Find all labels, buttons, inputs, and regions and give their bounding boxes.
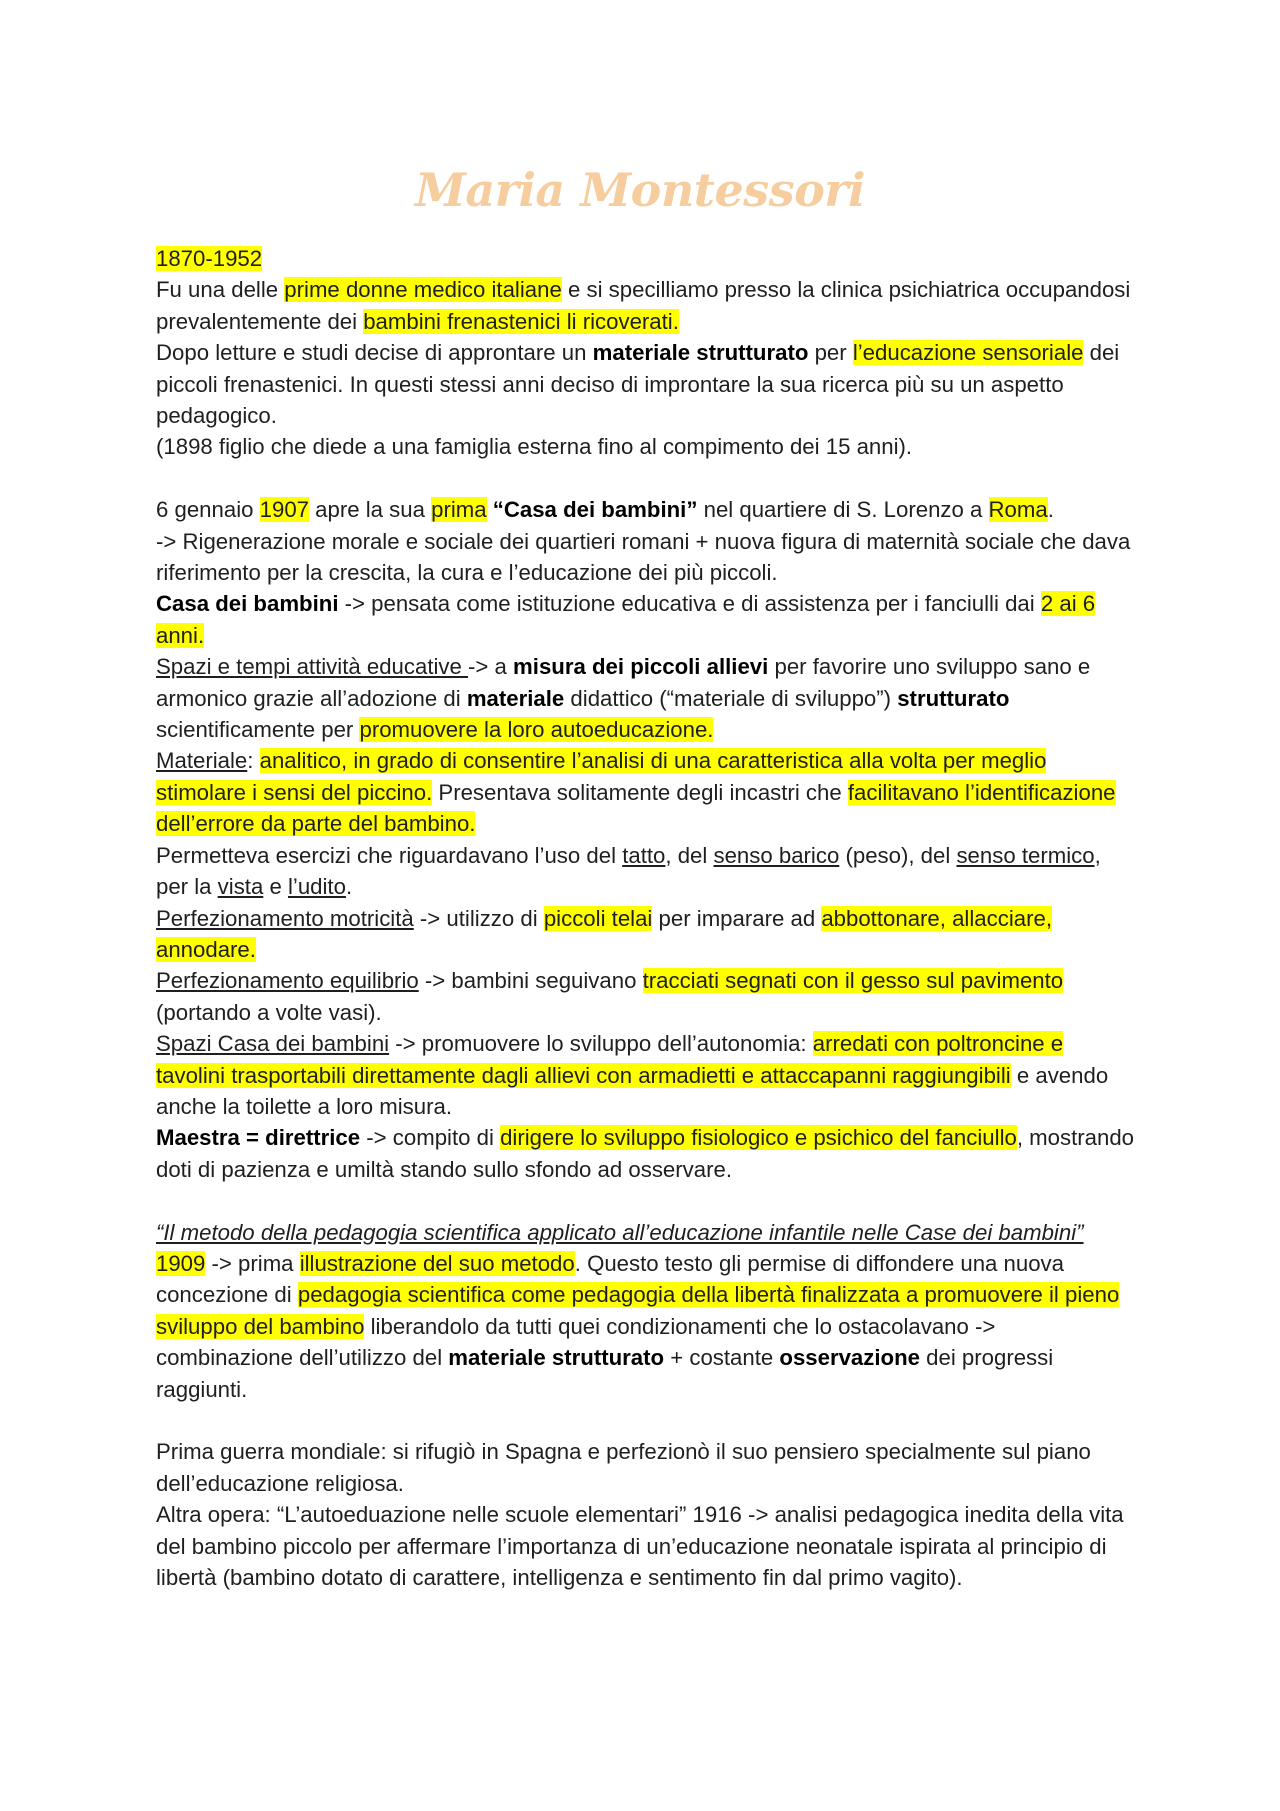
paragraph	[156, 274, 1136, 337]
highlighted-text: bambini frenastenici li ricoverati.	[363, 308, 679, 334]
text-run: nel quartiere di S. Lorenzo a	[697, 497, 989, 523]
highlighted-text: tracciati segnati con il gesso sul pavimento	[642, 968, 1064, 994]
bold-text: Maestra = direttrice	[156, 1125, 361, 1151]
bold-text: “Casa dei bambini”	[492, 497, 698, 523]
text-run: . Questo testo gli permise di diffondere una nuova concezione di	[156, 1250, 1064, 1308]
paragraph	[156, 1499, 1136, 1593]
highlighted-text: 1907	[259, 497, 309, 523]
text-run: , per la	[156, 842, 1101, 900]
text-run: per	[808, 340, 853, 366]
underlined-text: Perfezionamento motricità	[156, 905, 414, 931]
highlighted-text: l’educazione sensoriale	[852, 340, 1084, 366]
text-run: dei piccoli frenastenici. In questi stessi anni deciso di improntare la sua ricerca più su un aspetto pedagogico.	[156, 340, 1120, 429]
text-run: liberandolo da tutti quei condizionamenti che lo ostacolavano -> combinazione dell’utilizzo del	[156, 1313, 996, 1371]
document-body	[156, 243, 1136, 1593]
text-run: .	[345, 874, 353, 900]
paragraph	[156, 903, 1136, 966]
text-run: -> compito di	[360, 1125, 501, 1151]
paragraph	[156, 431, 1136, 462]
text-run: didattico (“materiale di sviluppo”)	[564, 685, 898, 711]
paragraph	[156, 1217, 1136, 1405]
text-run: , del	[665, 842, 714, 868]
underlined-text: l’udito	[287, 874, 346, 900]
text-run: Prima guerra mondiale: si rifugiò in Spagna e perfezionò il suo pensiero specialmente sul piano dell’educazione religiosa.	[156, 1439, 1091, 1496]
text-run: e	[263, 874, 288, 900]
bold-text: materiale strutturato	[448, 1345, 665, 1371]
text-run: Dopo letture e studi decise di approntare un	[156, 340, 593, 366]
text-run: 6 gennaio	[156, 497, 260, 523]
highlighted-text: promuovere la loro autoeducazione.	[359, 717, 714, 743]
text-run: per favorire uno sviluppo sano e armonico grazie all’adozione di	[156, 654, 1091, 711]
text-run: -> bambini seguivano	[418, 968, 643, 994]
text-run: per imparare ad	[652, 905, 822, 931]
text-run: + costante	[664, 1345, 780, 1371]
highlighted-text: analitico, in grado di consentire l’analisi di una caratteristica alla volta per meglio stimolare i sensi del piccino.	[156, 748, 1047, 805]
highlighted-text: arredati con poltroncine e tavolini trasportabili direttamente dagli allievi con armadietti e attaccapanni raggiungibili	[156, 1031, 1064, 1088]
text-run: Altra opera: “L’autoeduazione nelle scuole elementari” 1916 -> analisi pedagogica inedita della vita del bambino piccolo per affermare l’importanza di un’educazione neonatale ispirata al principio di libertà (bambino dotato di carattere, intelligenza e sentimento fin dal primo vagito).	[156, 1502, 1124, 1591]
underlined-text: Materiale	[156, 748, 248, 774]
text-run: -> utilizzo di	[413, 905, 544, 931]
text-run: Fu una delle	[156, 277, 285, 303]
highlighted-text: 2 ai 6 anni.	[156, 591, 1096, 648]
underlined-text: tatto	[622, 842, 666, 868]
highlighted-text: piccoli telai	[543, 905, 653, 931]
underlined-text: senso termico	[956, 842, 1095, 868]
text-run: e si specilliamo presso la clinica psichiatrica occupandosi prevalentemente dei	[156, 277, 1131, 334]
highlighted-text: prime donne medico italiane	[284, 277, 562, 303]
text-run: -> prima	[205, 1250, 300, 1276]
paragraph	[156, 651, 1136, 745]
underlined-text: Perfezionamento equilibrio	[156, 968, 419, 994]
highlighted-text: abbottonare, allacciare, annodare.	[156, 905, 1052, 962]
highlighted-text: dirigere lo sviluppo fisiologico e psichico del fanciullo	[500, 1125, 1017, 1151]
paragraph	[156, 1028, 1136, 1122]
underlined-text: Spazi e tempi attività educative	[156, 654, 469, 680]
text-run: Presentava solitamente degli incastri che	[432, 779, 848, 805]
paragraph-gap	[156, 1405, 1136, 1436]
paragraph	[156, 494, 1136, 525]
text-run: e avendo anche la toilette a loro misura.	[156, 1062, 1109, 1119]
text-run: :	[247, 748, 260, 774]
paragraph-gap	[156, 463, 1136, 494]
highlighted-text: pedagogia scientifica come pedagogia della libertà finalizzata a promuovere il pieno sviluppo del bambino	[156, 1282, 1120, 1339]
paragraph	[156, 840, 1136, 903]
book-title-text: “Il metodo della pedagogia scientifica applicato all’educazione infantile nelle Case dei bambini”	[156, 1219, 1084, 1245]
bold-text: osservazione	[779, 1345, 920, 1371]
paragraph	[156, 526, 1136, 589]
paragraph	[156, 965, 1136, 1028]
highlighted-text: 1870-1952	[156, 246, 263, 271]
text-run: dei progressi raggiunti.	[156, 1345, 1054, 1402]
bold-text: materiale strutturato	[592, 340, 809, 366]
paragraph	[156, 337, 1136, 431]
text-run: .	[1047, 497, 1054, 523]
text-run: , mostrando doti di pazienza e umiltà stando sullo sfondo ad osservare.	[156, 1125, 1134, 1182]
document-title: Maria Montessori	[414, 163, 865, 217]
underlined-text: vista	[217, 874, 264, 900]
underlined-text: senso barico	[713, 842, 840, 868]
paragraph-gap	[156, 1185, 1136, 1216]
paragraph	[156, 588, 1136, 651]
text-run: -> promuovere lo sviluppo dell’autonomia:	[389, 1031, 813, 1057]
text-run: apre la sua	[309, 497, 432, 523]
highlighted-text: facilitavano l’identificazione dell’errore da parte del bambino.	[156, 779, 1116, 837]
paragraph	[156, 1122, 1136, 1185]
text-run: (1898 figlio che diede a una famiglia esterna fino al compimento dei 15 anni).	[156, 434, 913, 460]
bold-text: strutturato	[897, 685, 1010, 711]
text-run: -> a	[468, 654, 514, 680]
bold-text: materiale	[466, 685, 565, 711]
underlined-text: Spazi Casa dei bambini	[156, 1031, 390, 1057]
paragraph	[156, 1436, 1136, 1499]
paragraph	[156, 243, 1136, 274]
highlighted-text: prima	[431, 497, 487, 523]
bold-text: Casa dei bambini	[156, 591, 339, 617]
paragraph	[156, 745, 1136, 839]
text-run: Permetteva esercizi che riguardavano l’uso del	[156, 842, 623, 868]
text-run: (peso), del	[839, 842, 957, 868]
text-run: -> pensata come istituzione educativa e di assistenza per i fanciulli dai	[338, 591, 1041, 617]
highlighted-text: illustrazione del suo metodo	[299, 1250, 575, 1276]
text-run: (portando a volte vasi).	[156, 999, 382, 1025]
text-run: scientificamente per	[156, 717, 360, 743]
text-run: -> Rigenerazione morale e sociale dei quartieri romani + nuova figura di maternità sociale che dava riferimento per la crescita, la cura e l’educazione dei più piccoli.	[156, 528, 1131, 586]
highlighted-text: Roma	[988, 497, 1048, 523]
bold-text: misura dei piccoli allievi	[513, 654, 769, 680]
highlighted-text: 1909	[156, 1250, 206, 1276]
